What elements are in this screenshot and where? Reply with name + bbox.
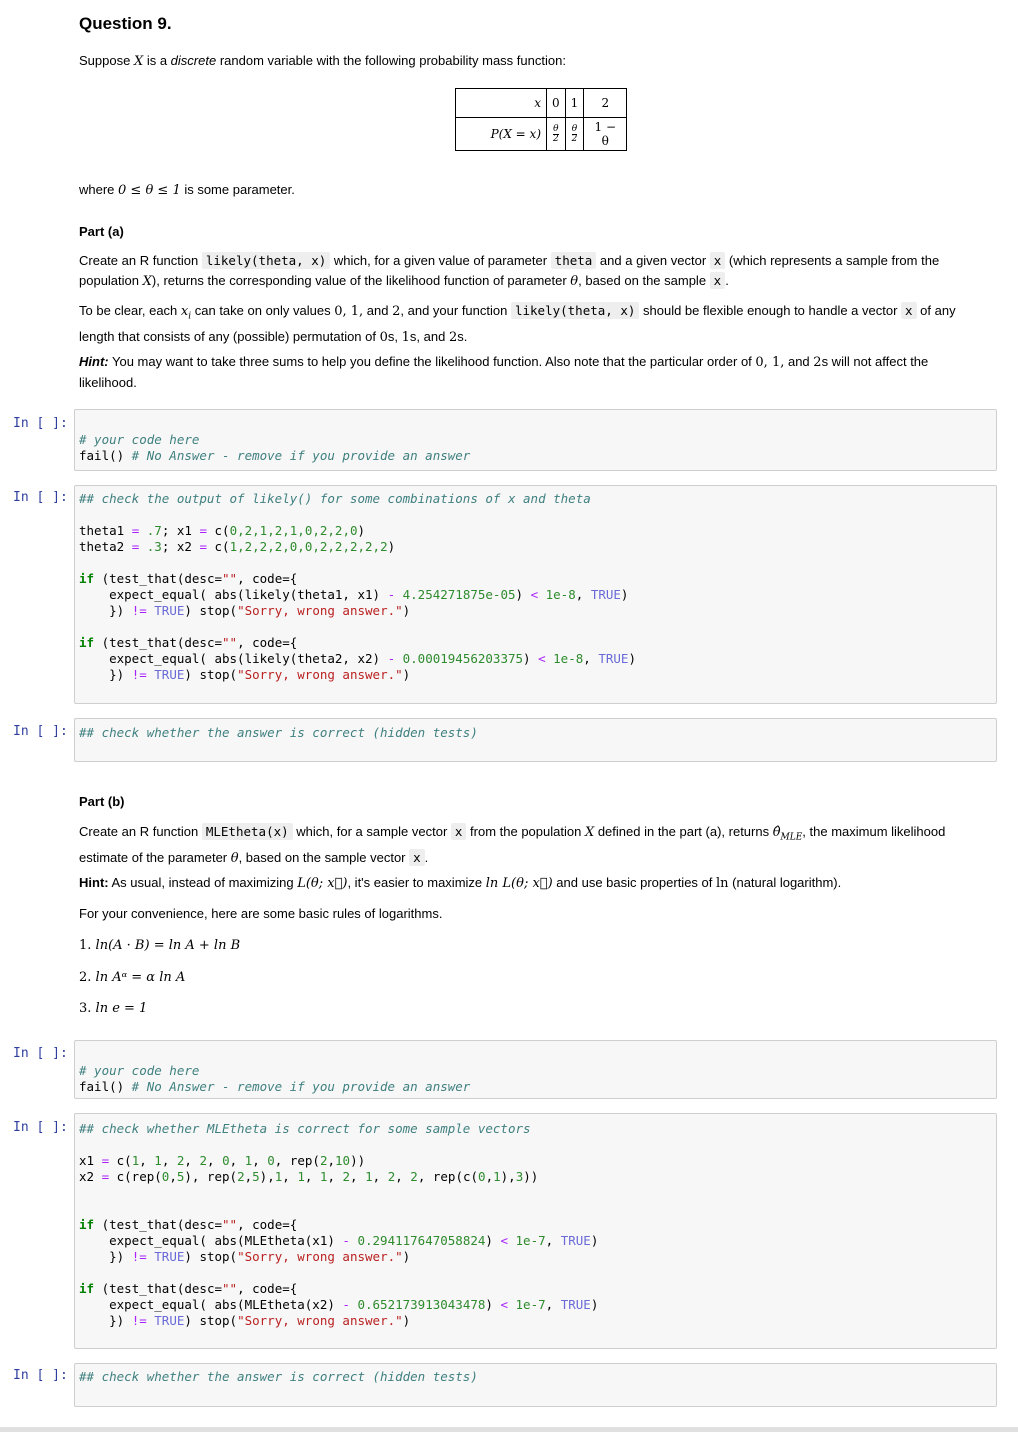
code-cell-mletheta[interactable]: # your code here fail() # No Answer - remove if you provide an answer [74,1040,997,1099]
pmf-table [455,88,627,151]
pmf-p-1: $\frac{\theta}{2}$ [565,118,584,151]
code-cell-check-likely[interactable]: ## check the output of likely() for some combinations of x and theta theta1 = .7; x1 = c(0,2,1,2,1,0,2,2,0) theta2 = .3; x2 = c(1,2,2,2,0,0,2,2,2,2,2) if (test_that(desc="", code={ expect_equal( abs(likely(theta1, x1) - 4.254271875e-05) < 1e-8, TRUE) }) != TRUE) stop("Sorry, wrong answer.") if (test_that(desc="", code={ expect_equal( abs(likely(theta2, x2) - 0.00019456203375) < 1e-8, TRUE) }) != TRUE) stop("Sorry, wrong answer.") [74,485,997,704]
log-rule-3: 3. ln e = 1 [79,1001,148,1016]
where-text: where 0 ≤ θ ≤ 1 is some parameter. [79,182,295,198]
cell-prompt: In [ ]: [13,1368,68,1383]
code-cell-likely[interactable]: # your code here fail() # No Answer - remove if you provide an answer [74,409,997,471]
pmf-x-label: x [456,89,547,118]
part-a-hint: Hint: You may want to take three sums to help you define the likelihood function. Also note that the particular order of 0, 1, and 2s will not affect the likelihood. [79,354,929,390]
code-cell-hidden-tests-a[interactable]: ## check whether the answer is correct (hidden tests) [74,718,997,762]
pmf-p-2: 1 − θ [584,118,627,151]
code-cell-check-mletheta[interactable]: ## check whether MLEtheta is correct for some sample vectors x1 = c(1, 1, 2, 2, 0, 1, 0, rep(2,10)) x2 = c(rep(0,5), rep(2,5),1, 1, 1, 2, 1, 2, 2, rep(c(0,1),3)) if (test_that(desc="", code={ expect_equal( abs(MLEtheta(x1) - 0.294117647058824) < 1e-7, TRUE) }) != TRUE) stop("Sorry, wrong answer.") if (test_that(desc="", code={ expect_equal( abs(MLEtheta(x2) - 0.652173913043478) < 1e-7, TRUE) }) != TRUE) stop("Sorry, wrong answer.") [74,1113,997,1349]
part-b-paragraph-1: Create an R function MLEtheta(x) which, for a sample vector x from the population X defined in the part (a), returns $\thetâ_{MLE}$, the maximum likelihood estimate of the parameter θ, based on the sample vector x . [79,824,946,866]
pmf-x-1: 1 [565,89,584,118]
part-a-paragraph-1: Create an R function likely(theta, x) which, for a given value of parameter theta and a given vector x (which represents a sample from the population X), returns the corresponding value of the likelihood function of parameter θ, based on the sample x . [79,253,940,289]
log-rule-2: 2. ln Aᵅ = α ln A [79,970,186,985]
part-a-paragraph-2: To be clear, each $x_i$ can take on only values 0, 1, and 2, and your function likely(theta, x) should be flexible enough to handle a vector x of any length that consists of any (possible) permutation of 0s, 1s, and 2s. [79,303,956,345]
log-rule-1: 1. ln(A · B) = ln A + ln B [79,938,241,953]
bottom-scroll-edge [0,1427,1018,1432]
intro-text: Suppose X is a discrete random variable with the following probability mass function: [79,53,566,69]
part-b-hint: Hint: As usual, instead of maximizing L(θ; x⃗), it's easier to maximize ln L(θ; x⃗) and use basic properties of ln (natural logarithm). [79,875,842,891]
code-cell-hidden-tests-b[interactable]: ## check whether the answer is correct (hidden tests) [74,1363,997,1407]
cell-prompt: In [ ]: [13,490,68,505]
pmf-p-label: P(X = x) [456,118,547,151]
part-a-title: Part (a) [79,224,124,239]
question-title: Question 9. [79,14,172,33]
pmf-x-2: 2 [584,89,627,118]
cell-prompt: In [ ]: [13,1046,68,1061]
cell-prompt: In [ ]: [13,416,68,431]
part-b-title: Part (b) [79,794,125,809]
pmf-p-0: $\frac{\theta}{2}$ [547,118,566,151]
cell-prompt: In [ ]: [13,724,68,739]
log-rules-intro: For your convenience, here are some basic rules of logarithms. [79,906,443,921]
cell-prompt: In [ ]: [13,1120,68,1135]
pmf-x-0: 0 [547,89,566,118]
